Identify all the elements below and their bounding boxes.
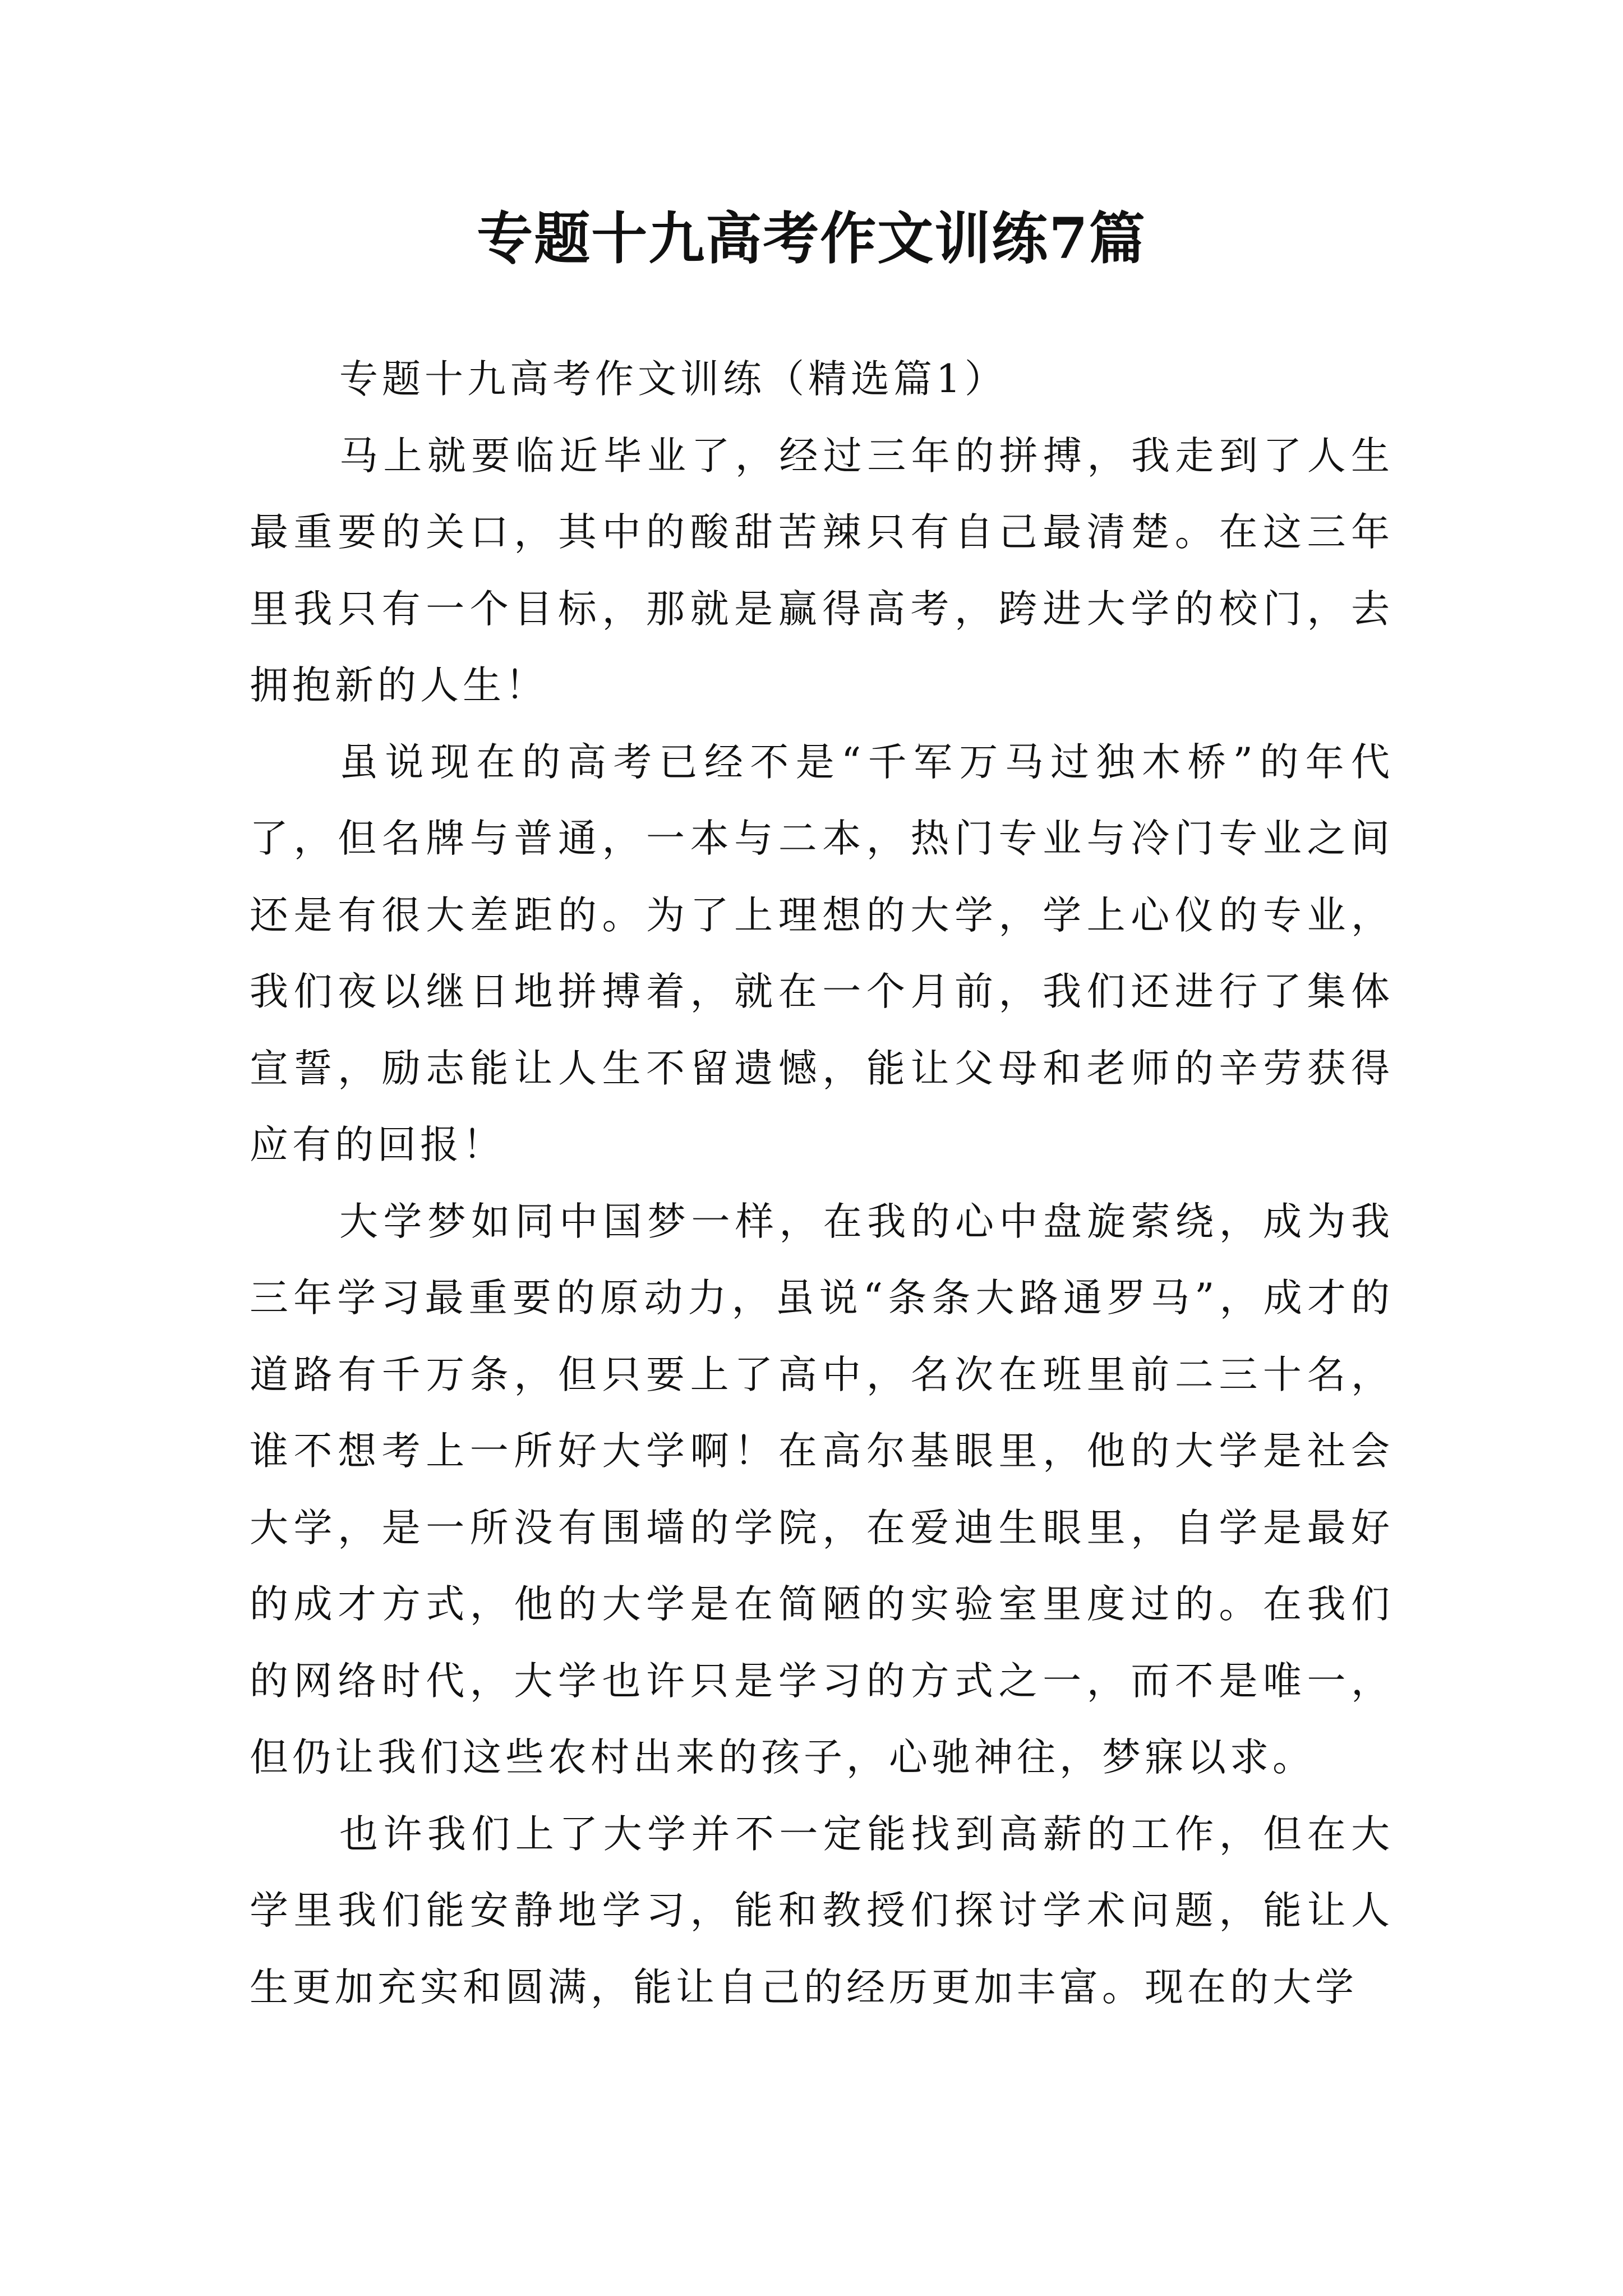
- section-heading: 专题十九高考作文训练（精选篇1）: [339, 357, 1007, 402]
- paragraph: 也许我们上了大学并不一定能找到高薪的工作，但在大学里我们能安静地学习，能和教授们探讨学术问题，能让人生更加充实和圆满，能让自己的经历更加丰富。现在的大学: [250, 1811, 1394, 2010]
- document-body: [250, 341, 1394, 2026]
- paragraph: 虽说现在的高考已经不是“千军万马过独木桥”的年代了，但名牌与普通，一本与二本，热门专业与冷门专业之间还是有很大差距的。为了上理想的大学，学上心仪的专业，我们夜以继日地拼搏着，就在一个月前，我们还进行了集体宣誓，励志能让人生不留遗憾，能让父母和老师的辛劳获得应有的回报！: [250, 739, 1394, 1167]
- document-title: 专题十九高考作文训练7篇: [477, 205, 1146, 272]
- paragraph: 马上就要临近毕业了，经过三年的拼搏，我走到了人生最重要的关口，其中的酸甜苦辣只有自己最清楚。在这三年里我只有一个目标，那就是赢得高考，跨进大学的校门，去拥抱新的人生！: [250, 433, 1394, 708]
- paragraph: 大学梦如同中国梦一样，在我的心中盘旋萦绕，成为我三年学习最重要的原动力，虽说“条条大路通罗马”，成才的道路有千万条，但只要上了高中，名次在班里前二三十名，谁不想考上一所好大学啊！在高尔基眼里，他的大学是社会大学，是一所没有围墙的学院，在爱迪生眼里，自学是最好的成才方式，他的大学是在简陋的实验室里度过的。在我们的网络时代，大学也许只是学习的方式之一，而不是唯一，但仍让我们这些农村出来的孩子，心驰神往，梦寐以求。: [250, 1199, 1394, 1780]
